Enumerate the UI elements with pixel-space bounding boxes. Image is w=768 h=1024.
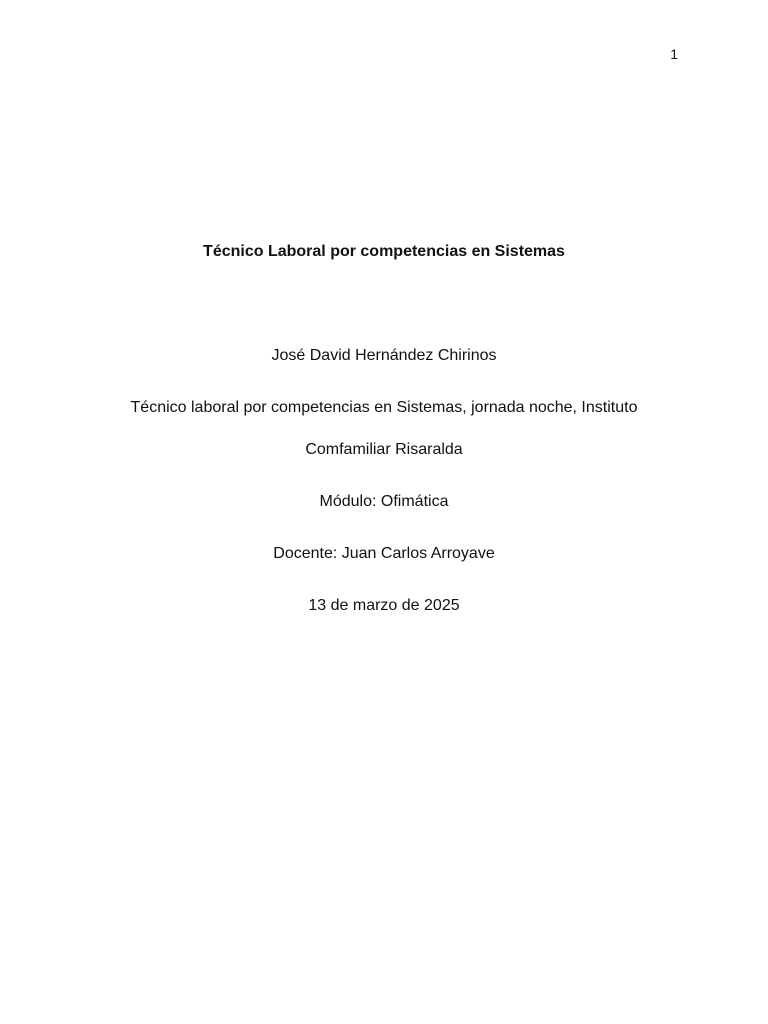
date-line: 13 de marzo de 2025 — [308, 597, 460, 614]
affiliation-line-2: Comfamiliar Risaralda — [305, 441, 463, 458]
page-number: 1 — [670, 46, 678, 62]
document-title: Técnico Laboral por competencias en Sistemas — [203, 243, 565, 260]
teacher-line: Docente: Juan Carlos Arroyave — [273, 545, 495, 562]
affiliation-line-1: Técnico laboral por competencias en Sistemas, jornada noche, Instituto — [130, 399, 638, 416]
module-line: Módulo: Ofimática — [319, 493, 449, 510]
author-name: José David Hernández Chirinos — [271, 347, 497, 364]
